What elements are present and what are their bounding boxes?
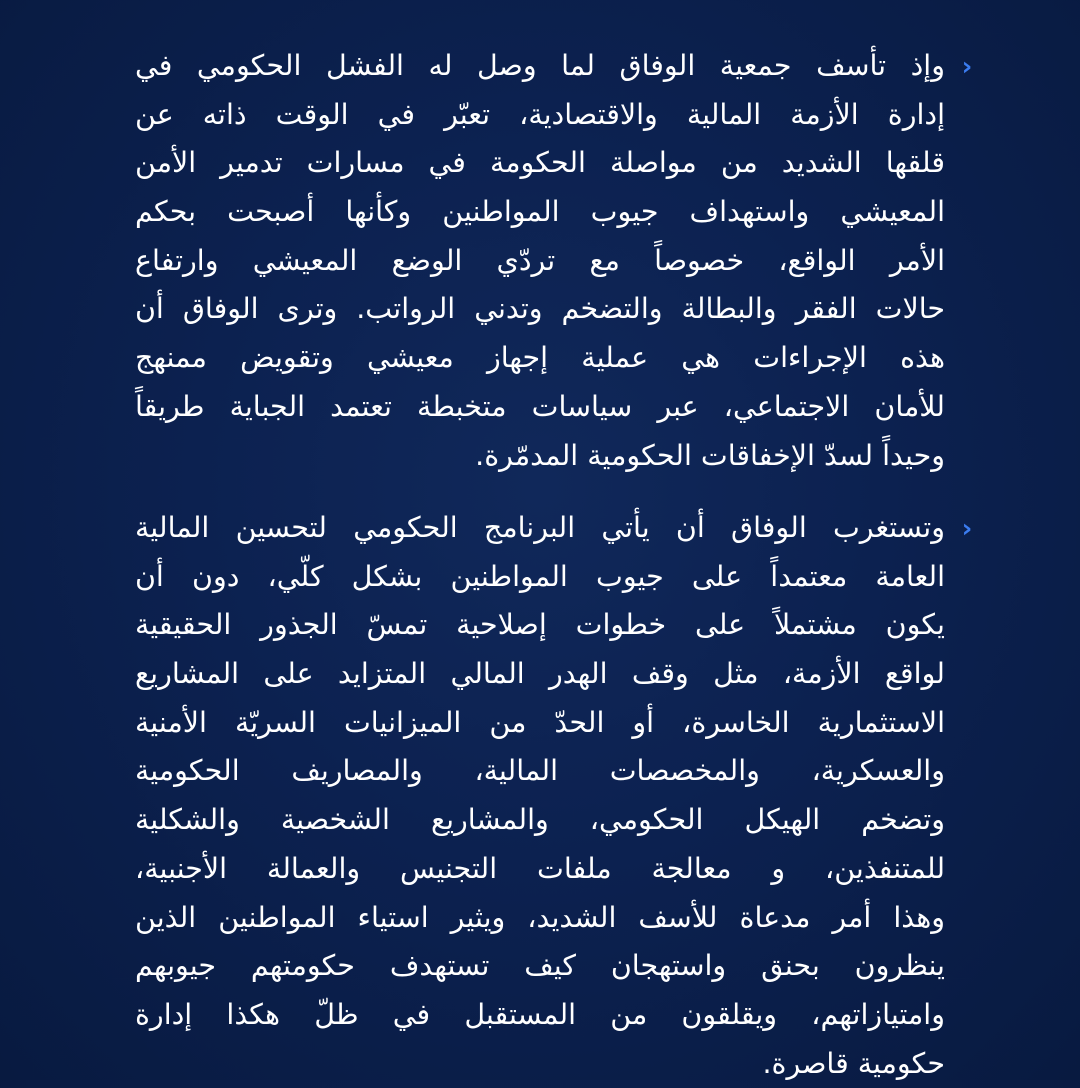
paragraph-1 (135, 42, 973, 480)
paragraph-2-line: العامة معتمداً على جيوب المواطنين بشكل كلّي، دون أن (135, 559, 945, 593)
paragraph-1-line: للأمان الاجتماعي، عبر سياسات متخبطة تعتمد الجباية طريقاً (135, 389, 945, 423)
paragraph-2-line: ينظرون بحنق واستهجان كيف تستهدف حكومتهم جيوبهم (135, 949, 945, 983)
paragraph-2-line: وتستغرب الوفاق أن يأتي البرنامج الحكومي لتحسين المالية (135, 511, 945, 544)
paragraph-2-line: يكون مشتملاً على خطوات إصلاحية تمسّ الجذور الحقيقية (135, 608, 945, 642)
paragraph-2 (135, 504, 973, 1088)
paragraph-1-line: حالات الفقر والبطالة والتضخم وتدني الرواتب. وترى الوفاق أن (135, 292, 945, 326)
paragraph-2-line: وتضخم الهيكل الحكومي، والمشاريع الشخصية والشكلية (135, 803, 945, 837)
paragraph-2-line: والعسكرية، والمخصصات المالية، والمصاريف الحكومية (135, 754, 945, 788)
paragraph-1-line: الأمر الواقع، خصوصاً مع تردّي الوضع المعيشي وارتفاع (135, 243, 945, 277)
chevron-left-bullet-icon: ‹ (961, 52, 973, 82)
paragraph-2-line: للمتنفذين، و معالجة ملفات التجنيس والعمالة الأجنبية، (135, 851, 945, 885)
paragraph-2-line: وامتيازاتهم، ويقلقون من المستقبل في ظلّ هكذا إدارة (135, 997, 945, 1031)
chevron-left-bullet-icon: ‹ (961, 514, 973, 544)
paragraph-1-line: وإذ تأسف جمعية الوفاق لما وصل له الفشل الحكومي في (135, 49, 945, 82)
paragraph-2-line: وهذا أمر مدعاة للأسف الشديد، ويثير استياء المواطنين الذين (135, 900, 945, 934)
paragraph-1-line: المعيشي واستهداف جيوب المواطنين وكأنها أصبحت بحكم (135, 195, 945, 229)
paragraph-1-line: إدارة الأزمة المالية والاقتصادية، تعبّر في الوقت ذاته عن (135, 97, 945, 131)
paragraph-1-line: هذه الإجراءات هي عملية إجهاز معيشي وتقويض ممنهج (135, 341, 945, 375)
paragraph-2-line: حكومية قاصرة. (762, 1046, 945, 1080)
paragraph-2-line: الاستثمارية الخاسرة، أو الحدّ من الميزانيات السريّة الأمنية (135, 705, 945, 739)
paragraph-1-line: وحيداً لسدّ الإخفاقات الحكومية المدمّرة. (475, 438, 945, 472)
paragraph-2-line: لواقع الأزمة، مثل وقف الهدر المالي المتزايد على المشاريع (135, 657, 945, 691)
paragraph-1-line: قلقها الشديد من مواصلة الحكومة في مسارات تدمير الأمن (135, 146, 945, 180)
